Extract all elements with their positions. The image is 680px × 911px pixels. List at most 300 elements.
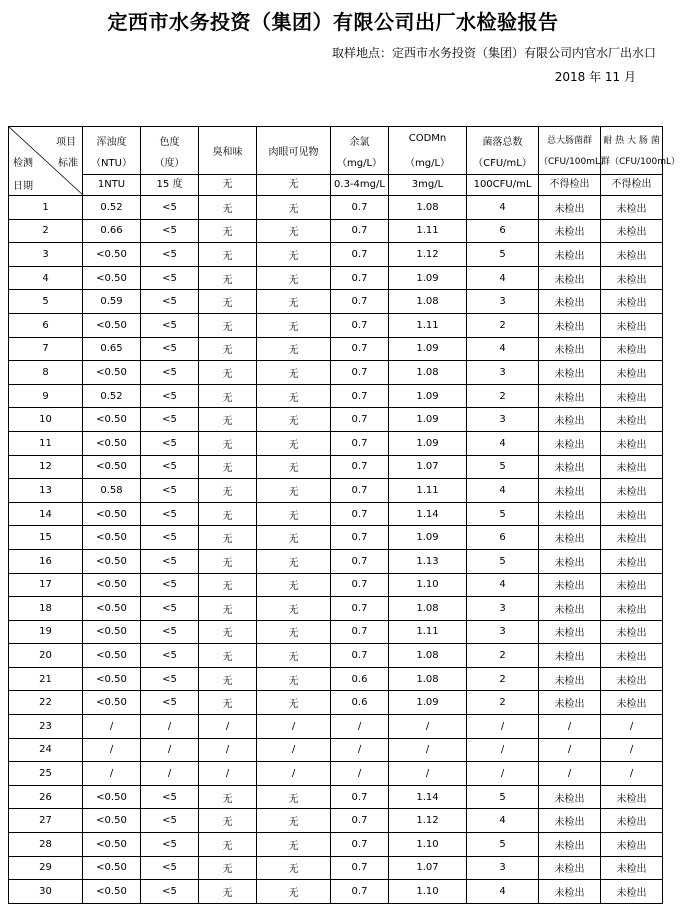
- value-cell: 0.7: [331, 431, 389, 455]
- day-cell: 23: [9, 715, 83, 739]
- value-cell: 未检出: [539, 856, 601, 880]
- value-cell: 未检出: [539, 219, 601, 243]
- header-codmn: [389, 127, 467, 196]
- value-cell: 无: [199, 479, 257, 503]
- value-cell: 0.7: [331, 313, 389, 337]
- value-cell: <5: [141, 455, 199, 479]
- header-col-standard: 1NTU: [83, 174, 140, 196]
- value-cell: 1.09: [389, 431, 467, 455]
- value-cell: 无: [199, 880, 257, 904]
- value-cell: 0.7: [331, 196, 389, 220]
- header-col-unit: 群（CFU/100mL）: [601, 157, 680, 167]
- value-cell: 无: [257, 880, 331, 904]
- value-cell: <0.50: [83, 667, 141, 691]
- value-cell: 未检出: [539, 809, 601, 833]
- value-cell: 未检出: [539, 196, 601, 220]
- value-cell: /: [83, 715, 141, 739]
- value-cell: 未检出: [601, 243, 663, 267]
- value-cell: 未检出: [539, 620, 601, 644]
- value-cell: 无: [257, 219, 331, 243]
- value-cell: <0.50: [83, 266, 141, 290]
- header-col-standard: 100CFU/mL: [467, 174, 538, 196]
- value-cell: 无: [199, 785, 257, 809]
- value-cell: /: [467, 738, 539, 762]
- table-row: [9, 219, 663, 243]
- day-cell: 9: [9, 384, 83, 408]
- value-cell: 0.65: [83, 337, 141, 361]
- value-cell: 无: [257, 526, 331, 550]
- value-cell: 无: [257, 243, 331, 267]
- value-cell: 未检出: [601, 196, 663, 220]
- value-cell: /: [257, 762, 331, 786]
- header-col-standard: 3mg/L: [389, 174, 466, 196]
- value-cell: 0.66: [83, 219, 141, 243]
- header-col-name: 浑浊度: [96, 137, 127, 148]
- value-cell: 4: [467, 196, 539, 220]
- value-cell: /: [601, 762, 663, 786]
- value-cell: 4: [467, 479, 539, 503]
- value-cell: 无: [199, 833, 257, 857]
- table-row: [9, 479, 663, 503]
- value-cell: 未检出: [601, 833, 663, 857]
- table-row: [9, 738, 663, 762]
- header-col-name: 耐 热 大 肠 菌: [603, 136, 660, 146]
- value-cell: 无: [199, 431, 257, 455]
- value-cell: 5: [467, 785, 539, 809]
- header-diagonal-cell: [9, 127, 83, 196]
- day-cell: 10: [9, 408, 83, 432]
- value-cell: /: [539, 738, 601, 762]
- value-cell: 无: [257, 313, 331, 337]
- value-cell: <0.50: [83, 243, 141, 267]
- value-cell: <5: [141, 290, 199, 314]
- value-cell: 未检出: [601, 455, 663, 479]
- day-cell: 12: [9, 455, 83, 479]
- value-cell: 2: [467, 667, 539, 691]
- day-cell: 21: [9, 667, 83, 691]
- value-cell: 1.09: [389, 384, 467, 408]
- day-cell: 20: [9, 644, 83, 668]
- value-cell: 未检出: [601, 337, 663, 361]
- value-cell: 0.7: [331, 573, 389, 597]
- value-cell: /: [467, 762, 539, 786]
- table-row: [9, 431, 663, 455]
- value-cell: 未检出: [539, 455, 601, 479]
- value-cell: <5: [141, 785, 199, 809]
- value-cell: 无: [257, 785, 331, 809]
- value-cell: 未检出: [539, 667, 601, 691]
- value-cell: 1.12: [389, 243, 467, 267]
- value-cell: 无: [199, 502, 257, 526]
- value-cell: 0.7: [331, 644, 389, 668]
- value-cell: 无: [257, 691, 331, 715]
- value-cell: 无: [257, 809, 331, 833]
- value-cell: 1.09: [389, 691, 467, 715]
- header-visible-matter: [257, 127, 331, 196]
- value-cell: 无: [199, 455, 257, 479]
- header-col-unit: （CFU/mL）: [473, 158, 532, 169]
- value-cell: 未检出: [601, 266, 663, 290]
- value-cell: <0.50: [83, 644, 141, 668]
- value-cell: /: [601, 715, 663, 739]
- value-cell: 未检出: [601, 785, 663, 809]
- value-cell: 无: [199, 243, 257, 267]
- value-cell: 4: [467, 266, 539, 290]
- header-col-standard: 无: [257, 174, 330, 196]
- header-coliform: [539, 127, 610, 196]
- value-cell: /: [389, 738, 467, 762]
- value-cell: 无: [257, 573, 331, 597]
- report-date: 2018 年 11 月: [554, 70, 636, 84]
- value-cell: <5: [141, 408, 199, 432]
- value-cell: 1.07: [389, 856, 467, 880]
- value-cell: 未检出: [539, 526, 601, 550]
- value-cell: 无: [199, 196, 257, 220]
- value-cell: 无: [257, 597, 331, 621]
- day-cell: 13: [9, 479, 83, 503]
- value-cell: 3: [467, 856, 539, 880]
- value-cell: /: [141, 715, 199, 739]
- table-row: [9, 715, 663, 739]
- value-cell: <5: [141, 219, 199, 243]
- header-col-name: 臭和味: [212, 147, 243, 158]
- value-cell: 1.08: [389, 290, 467, 314]
- value-cell: /: [331, 715, 389, 739]
- value-cell: <0.50: [83, 809, 141, 833]
- day-cell: 22: [9, 691, 83, 715]
- value-cell: 4: [467, 337, 539, 361]
- value-cell: /: [141, 738, 199, 762]
- header-col-standard: 无: [199, 174, 256, 196]
- value-cell: 1.11: [389, 620, 467, 644]
- value-cell: 未检出: [539, 408, 601, 432]
- value-cell: 2: [467, 644, 539, 668]
- value-cell: 1.10: [389, 833, 467, 857]
- header-chroma: [141, 127, 199, 196]
- value-cell: 未检出: [539, 479, 601, 503]
- value-cell: 未检出: [601, 597, 663, 621]
- day-cell: 8: [9, 361, 83, 385]
- value-cell: 未检出: [601, 620, 663, 644]
- day-cell: 4: [9, 266, 83, 290]
- value-cell: <5: [141, 384, 199, 408]
- value-cell: 未检出: [601, 691, 663, 715]
- table-row: [9, 667, 663, 691]
- value-cell: 无: [199, 549, 257, 573]
- day-cell: 3: [9, 243, 83, 267]
- day-cell: 27: [9, 809, 83, 833]
- value-cell: <0.50: [83, 549, 141, 573]
- value-cell: 无: [257, 266, 331, 290]
- value-cell: 未检出: [539, 266, 601, 290]
- value-cell: 无: [199, 573, 257, 597]
- day-cell: 15: [9, 526, 83, 550]
- value-cell: 无: [257, 479, 331, 503]
- value-cell: 3: [467, 290, 539, 314]
- value-cell: 1.11: [389, 313, 467, 337]
- value-cell: 未检出: [539, 597, 601, 621]
- sampling-location: 取样地点：定西市水务投资（集团）有限公司内官水厂出水口: [331, 46, 656, 60]
- header-col-name: CODMn: [408, 133, 447, 144]
- value-cell: 0.7: [331, 809, 389, 833]
- header-standard-label: 标准: [58, 158, 78, 169]
- value-cell: /: [141, 762, 199, 786]
- table-row: [9, 762, 663, 786]
- table-row: [9, 549, 663, 573]
- value-cell: 无: [257, 431, 331, 455]
- value-cell: <5: [141, 549, 199, 573]
- value-cell: 0.7: [331, 408, 389, 432]
- table-row: [9, 597, 663, 621]
- value-cell: 0.7: [331, 856, 389, 880]
- value-cell: <0.50: [83, 313, 141, 337]
- value-cell: /: [83, 762, 141, 786]
- value-cell: 无: [257, 644, 331, 668]
- table-row: [9, 455, 663, 479]
- value-cell: 无: [199, 337, 257, 361]
- header-turbidity: [83, 127, 141, 196]
- table-row: [9, 809, 663, 833]
- value-cell: <5: [141, 266, 199, 290]
- value-cell: <0.50: [83, 691, 141, 715]
- value-cell: 0.7: [331, 455, 389, 479]
- value-cell: 1.10: [389, 880, 467, 904]
- value-cell: 0.7: [331, 620, 389, 644]
- value-cell: 未检出: [539, 549, 601, 573]
- table-row: [9, 313, 663, 337]
- header-col-unit: （CFU/100mL）: [539, 157, 610, 167]
- value-cell: /: [601, 738, 663, 762]
- value-cell: 0.7: [331, 337, 389, 361]
- value-cell: <0.50: [83, 408, 141, 432]
- value-cell: 0.7: [331, 290, 389, 314]
- value-cell: /: [331, 738, 389, 762]
- table-row: [9, 644, 663, 668]
- value-cell: <5: [141, 313, 199, 337]
- value-cell: 1.08: [389, 597, 467, 621]
- value-cell: 未检出: [601, 573, 663, 597]
- value-cell: 0.7: [331, 526, 389, 550]
- header-col-standard: 不得检出: [601, 174, 662, 196]
- day-cell: 17: [9, 573, 83, 597]
- header-col-name: 色度: [159, 137, 180, 148]
- value-cell: 未检出: [601, 809, 663, 833]
- value-cell: /: [83, 738, 141, 762]
- value-cell: 2: [467, 384, 539, 408]
- value-cell: 1.09: [389, 408, 467, 432]
- day-cell: 2: [9, 219, 83, 243]
- value-cell: 无: [199, 691, 257, 715]
- value-cell: 1.08: [389, 667, 467, 691]
- day-cell: 5: [9, 290, 83, 314]
- value-cell: 未检出: [601, 880, 663, 904]
- table-row: [9, 290, 663, 314]
- value-cell: 1.09: [389, 337, 467, 361]
- value-cell: 未检出: [601, 502, 663, 526]
- value-cell: 无: [257, 408, 331, 432]
- value-cell: 0.59: [83, 290, 141, 314]
- value-cell: 未检出: [539, 880, 601, 904]
- value-cell: 无: [257, 502, 331, 526]
- value-cell: 4: [467, 573, 539, 597]
- value-cell: 未检出: [601, 526, 663, 550]
- value-cell: 未检出: [539, 431, 601, 455]
- value-cell: 未检出: [539, 361, 601, 385]
- value-cell: 1.12: [389, 809, 467, 833]
- value-cell: 未检出: [601, 290, 663, 314]
- value-cell: 5: [467, 549, 539, 573]
- value-cell: 无: [199, 361, 257, 385]
- value-cell: 未检出: [539, 337, 601, 361]
- value-cell: 5: [467, 502, 539, 526]
- value-cell: 0.7: [331, 880, 389, 904]
- value-cell: 0.7: [331, 266, 389, 290]
- value-cell: <0.50: [83, 573, 141, 597]
- value-cell: <0.50: [83, 361, 141, 385]
- value-cell: 1.10: [389, 573, 467, 597]
- value-cell: 0.7: [331, 243, 389, 267]
- value-cell: /: [331, 762, 389, 786]
- table-row: [9, 502, 663, 526]
- header-col-name: 余氯: [349, 137, 370, 148]
- day-cell: 6: [9, 313, 83, 337]
- value-cell: 无: [257, 667, 331, 691]
- value-cell: 0.7: [331, 597, 389, 621]
- value-cell: 3: [467, 361, 539, 385]
- value-cell: 1.13: [389, 549, 467, 573]
- value-cell: <5: [141, 479, 199, 503]
- value-cell: 0.52: [83, 196, 141, 220]
- value-cell: 1.08: [389, 361, 467, 385]
- value-cell: 未检出: [601, 479, 663, 503]
- value-cell: 2: [467, 691, 539, 715]
- day-cell: 30: [9, 880, 83, 904]
- day-cell: 7: [9, 337, 83, 361]
- value-cell: 无: [257, 455, 331, 479]
- header-col-name: 总大肠菌群: [546, 136, 592, 146]
- table-row: [9, 785, 663, 809]
- value-cell: 未检出: [539, 691, 601, 715]
- value-cell: 1.09: [389, 526, 467, 550]
- value-cell: <5: [141, 196, 199, 220]
- value-cell: 1.11: [389, 219, 467, 243]
- header-col-unit: （NTU）: [91, 158, 132, 169]
- value-cell: 未检出: [539, 644, 601, 668]
- value-cell: 4: [467, 880, 539, 904]
- value-cell: 未检出: [601, 856, 663, 880]
- value-cell: 3: [467, 408, 539, 432]
- value-cell: 无: [199, 856, 257, 880]
- value-cell: 3: [467, 597, 539, 621]
- day-cell: 18: [9, 597, 83, 621]
- value-cell: 1.08: [389, 644, 467, 668]
- value-cell: 2: [467, 313, 539, 337]
- table-row: [9, 243, 663, 267]
- value-cell: 0.7: [331, 833, 389, 857]
- report-title: 定西市水务投资（集团）有限公司出厂水检验报告: [107, 10, 559, 34]
- value-cell: 无: [257, 361, 331, 385]
- value-cell: 0.7: [331, 219, 389, 243]
- value-cell: 5: [467, 243, 539, 267]
- value-cell: 未检出: [601, 431, 663, 455]
- value-cell: 0.7: [331, 549, 389, 573]
- value-cell: 无: [257, 620, 331, 644]
- table-row: [9, 361, 663, 385]
- value-cell: 0.7: [331, 502, 389, 526]
- value-cell: 未检出: [601, 313, 663, 337]
- value-cell: 无: [199, 266, 257, 290]
- day-cell: 1: [9, 196, 83, 220]
- header-col-unit: （度）: [154, 158, 185, 169]
- header-odor: [199, 127, 257, 196]
- table-row: [9, 620, 663, 644]
- value-cell: 0.52: [83, 384, 141, 408]
- value-cell: 无: [257, 384, 331, 408]
- value-cell: 无: [199, 667, 257, 691]
- value-cell: <0.50: [83, 833, 141, 857]
- value-cell: <5: [141, 691, 199, 715]
- value-cell: <5: [141, 431, 199, 455]
- value-cell: 未检出: [539, 573, 601, 597]
- value-cell: 无: [257, 856, 331, 880]
- value-cell: <5: [141, 856, 199, 880]
- value-cell: <5: [141, 361, 199, 385]
- value-cell: 0.7: [331, 479, 389, 503]
- value-cell: 未检出: [601, 384, 663, 408]
- value-cell: 1.07: [389, 455, 467, 479]
- table-body: [9, 196, 663, 904]
- value-cell: <5: [141, 243, 199, 267]
- value-cell: 无: [257, 196, 331, 220]
- value-cell: 3: [467, 620, 539, 644]
- value-cell: <0.50: [83, 620, 141, 644]
- value-cell: 1.08: [389, 196, 467, 220]
- value-cell: 无: [257, 337, 331, 361]
- value-cell: 4: [467, 809, 539, 833]
- value-cell: 无: [199, 408, 257, 432]
- table-row: [9, 833, 663, 857]
- value-cell: /: [389, 762, 467, 786]
- day-cell: 16: [9, 549, 83, 573]
- value-cell: 无: [199, 597, 257, 621]
- value-cell: 未检出: [539, 384, 601, 408]
- header-col-standard: 0.3-4mg/L: [331, 174, 388, 196]
- value-cell: <5: [141, 667, 199, 691]
- value-cell: <0.50: [83, 431, 141, 455]
- value-cell: 无: [199, 384, 257, 408]
- header-col-name: 肉眼可见物: [268, 147, 319, 158]
- value-cell: 未检出: [539, 502, 601, 526]
- value-cell: /: [539, 762, 601, 786]
- value-cell: <5: [141, 573, 199, 597]
- value-cell: 5: [467, 833, 539, 857]
- value-cell: /: [199, 715, 257, 739]
- table-row: [9, 408, 663, 432]
- value-cell: /: [467, 715, 539, 739]
- value-cell: 4: [467, 431, 539, 455]
- header-thermotolerant-coliform: [601, 127, 680, 196]
- value-cell: /: [199, 738, 257, 762]
- value-cell: 未检出: [601, 361, 663, 385]
- value-cell: 未检出: [601, 408, 663, 432]
- value-cell: 0.7: [331, 384, 389, 408]
- value-cell: 无: [199, 620, 257, 644]
- value-cell: 未检出: [601, 644, 663, 668]
- header-check-label: 检测: [13, 158, 33, 169]
- value-cell: 0.6: [331, 667, 389, 691]
- value-cell: <0.50: [83, 502, 141, 526]
- value-cell: /: [389, 715, 467, 739]
